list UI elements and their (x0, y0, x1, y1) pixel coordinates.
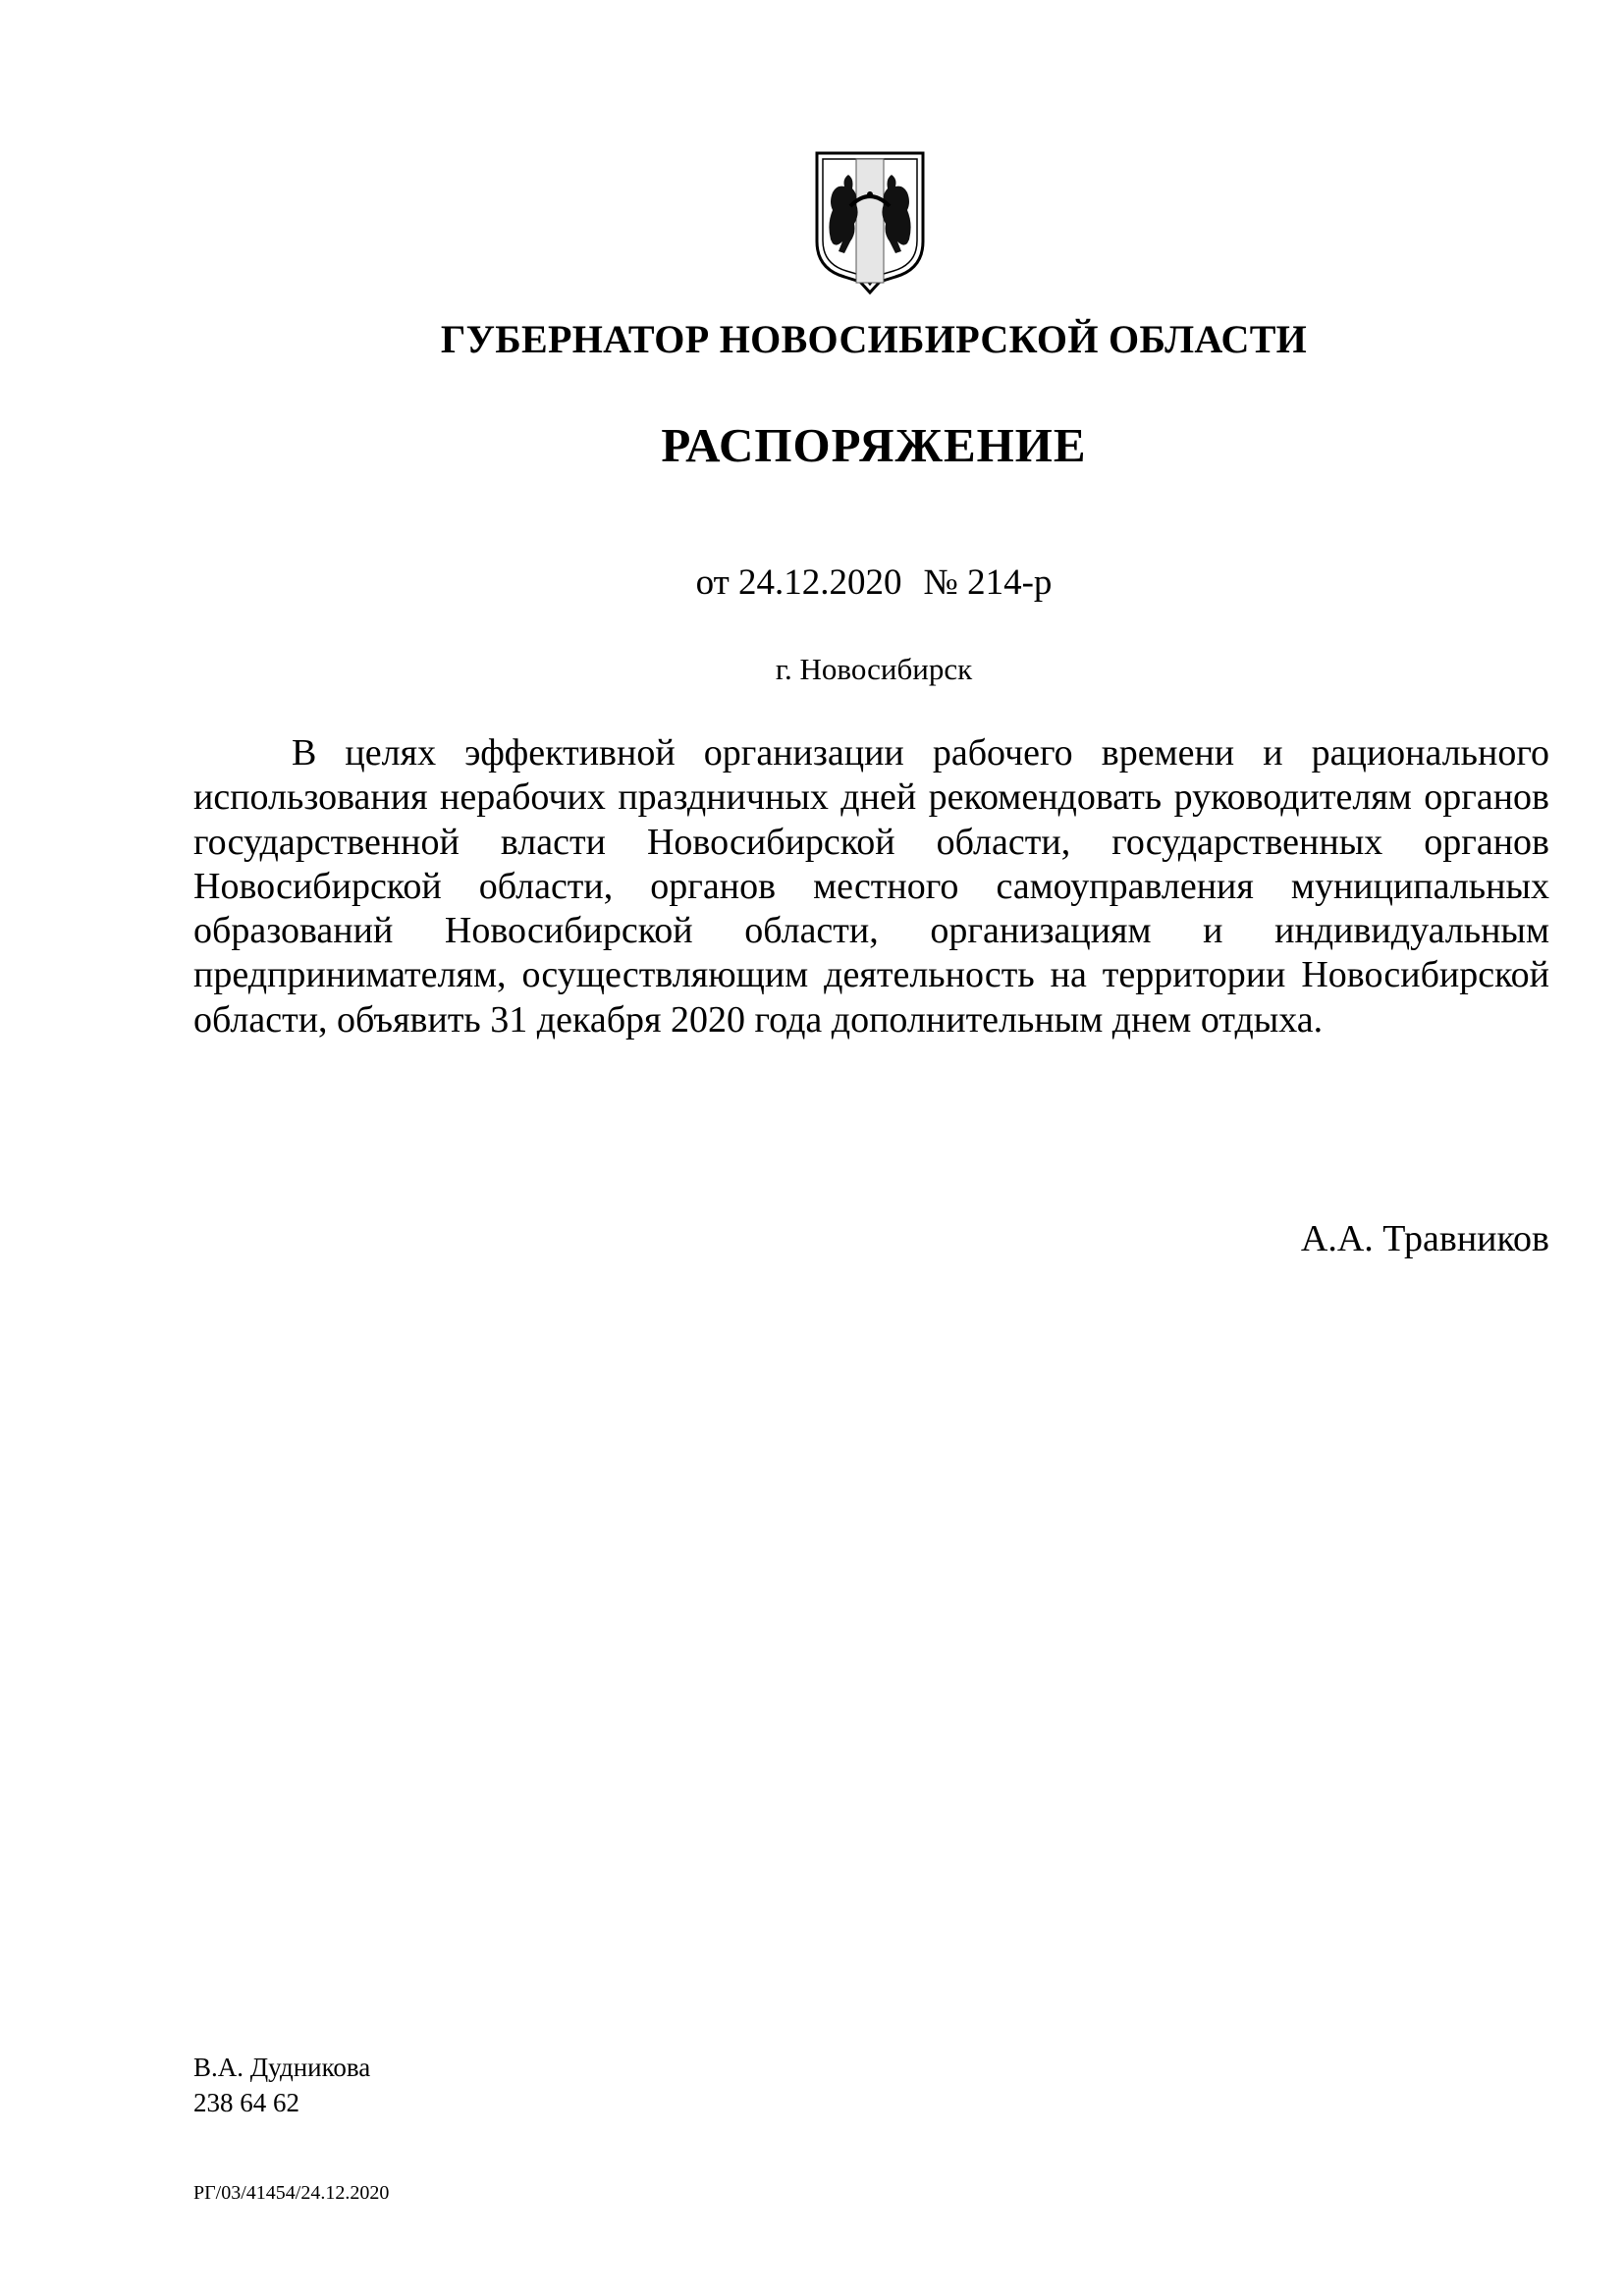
executor-name: В.А. Дудникова (193, 2053, 371, 2082)
executor-phone: 238 64 62 (193, 2088, 299, 2117)
document-type-heading: РАСПОРЯЖЕНИЕ (661, 418, 1087, 472)
signatory-name: А.А. Травников (1300, 1218, 1549, 1259)
registration-code: РГ/03/41454/24.12.2020 (193, 2182, 390, 2204)
order-body-paragraph: В целях эффективной организации рабочего времени и рационального использования нерабочих праздничных дней рекомендовать руководителям органов государственной власти Новосибирской области, государственных органов Новосибирской области, органов местного самоуправления муниципальных образований Новосибирской области, организациям и индивидуальным предпринимателям, осуществляющим деятельность на территории Новосибирской области, объявить 31 декабря 2020 года дополнительным днем отдыха. (193, 732, 1549, 1041)
coat-of-arms-icon (811, 145, 929, 294)
city-line: г. Новосибирск (775, 652, 973, 686)
date-number-line (0, 561, 1624, 604)
executor-block (193, 2050, 370, 2120)
document-number: № 214-р (923, 562, 1053, 603)
authority-title: ГУБЕРНАТОР НОВОСИБИРСКОЙ ОБЛАСТИ (440, 317, 1308, 361)
document-date: от 24.12.2020 (695, 562, 902, 603)
